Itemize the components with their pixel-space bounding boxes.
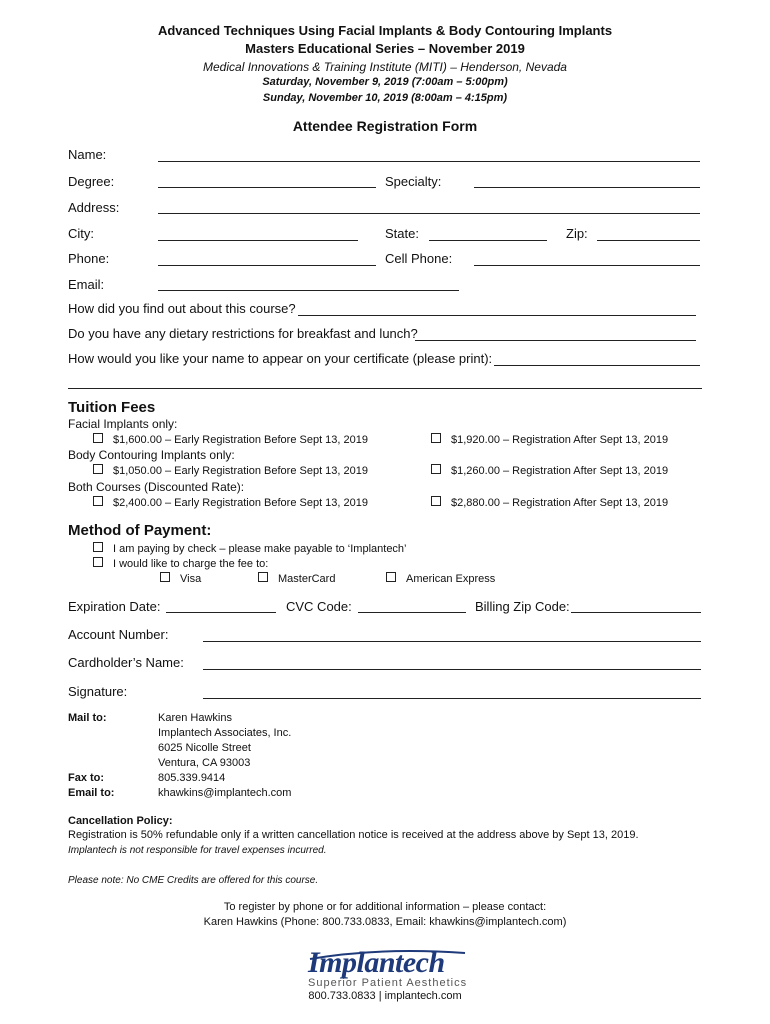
cardholder-label: Cardholder’s Name: xyxy=(68,655,184,670)
checkbox[interactable] xyxy=(93,557,103,567)
name-field[interactable] xyxy=(158,161,700,162)
address-label: Address: xyxy=(68,200,120,215)
checkbox[interactable] xyxy=(93,496,103,506)
tuition-group-label: Facial Implants only: xyxy=(68,417,178,431)
visa-option[interactable] xyxy=(160,572,201,585)
tuition-group-label: Body Contouring Implants only: xyxy=(68,448,235,462)
form-title: Attendee Registration Form xyxy=(292,118,478,134)
pay-by-check-option[interactable] xyxy=(93,542,407,555)
dietary-question: Do you have any dietary restrictions for breakfast and lunch? xyxy=(68,326,418,341)
phone-label: Phone: xyxy=(68,251,110,266)
phone-field[interactable] xyxy=(158,265,376,266)
date-saturday: Saturday, November 9, 2019 (7:00am – 5:00pm) xyxy=(262,76,508,88)
certificate-field[interactable] xyxy=(494,365,700,366)
course-title: Advanced Techniques Using Facial Implants & Body Contouring Implants xyxy=(157,23,613,38)
option-text: I am paying by check – please make payable to ‘Implantech’ xyxy=(113,543,407,555)
checkbox[interactable] xyxy=(93,542,103,552)
expiration-label: Expiration Date: xyxy=(68,599,161,614)
account-number-field[interactable] xyxy=(203,641,701,642)
billing-zip-field[interactable] xyxy=(571,612,701,613)
specialty-label: Specialty: xyxy=(385,174,442,189)
certificate-field-line-2[interactable] xyxy=(68,388,702,389)
tuition-option-body-early[interactable] xyxy=(93,464,368,477)
option-text: MasterCard xyxy=(278,573,336,585)
cardholder-field[interactable] xyxy=(203,669,701,670)
option-text: $1,260.00 – Registration After Sept 13, 2019 xyxy=(451,465,669,477)
checkbox[interactable] xyxy=(93,464,103,474)
specialty-field[interactable] xyxy=(474,187,700,188)
state-field[interactable] xyxy=(429,240,547,241)
expiration-field[interactable] xyxy=(166,612,276,613)
state-label: State: xyxy=(385,226,419,241)
pay-by-card-option[interactable] xyxy=(93,557,268,570)
tuition-option-both-late[interactable] xyxy=(431,496,668,509)
logo-tagline: Superior Patient Aesthetics xyxy=(308,977,468,989)
contact-line-1: To register by phone or for additional information – please contact: xyxy=(223,901,547,913)
checkbox[interactable] xyxy=(431,464,441,474)
checkbox[interactable] xyxy=(431,496,441,506)
zip-label: Zip: xyxy=(566,226,588,241)
option-text: $1,600.00 – Early Registration Before Sept 13, 2019 xyxy=(113,434,369,446)
tuition-option-both-early[interactable] xyxy=(93,496,368,509)
certificate-question: How would you like your name to appear on your certificate (please print): xyxy=(68,351,493,366)
signature-field[interactable] xyxy=(203,698,701,699)
cvc-field[interactable] xyxy=(358,612,466,613)
date-sunday: Sunday, November 10, 2019 (8:00am – 4:15pm) xyxy=(262,92,508,104)
option-text: $2,400.00 – Early Registration Before Sept 13, 2019 xyxy=(113,497,369,509)
checkbox[interactable] xyxy=(160,572,170,582)
city-field[interactable] xyxy=(158,240,358,241)
email-field[interactable] xyxy=(158,290,459,291)
tuition-group-label: Both Courses (Discounted Rate): xyxy=(68,480,245,494)
option-text: Visa xyxy=(180,573,202,585)
mail-name: Karen Hawkins xyxy=(158,712,232,724)
name-label: Name: xyxy=(68,147,107,162)
payment-title: Method of Payment: xyxy=(68,522,212,539)
mail-to-label: Mail to: xyxy=(68,712,107,724)
implantech-logo xyxy=(300,946,470,996)
mastercard-option[interactable] xyxy=(258,572,335,585)
mail-company: Implantech Associates, Inc. xyxy=(158,727,292,739)
option-text: American Express xyxy=(406,573,496,585)
checkbox[interactable] xyxy=(386,572,396,582)
cancellation-title: Cancellation Policy: xyxy=(68,815,173,827)
tuition-option-facial-early[interactable] xyxy=(93,433,368,446)
referral-question: How did you find out about this course? xyxy=(68,301,296,316)
venue-line: Medical Innovations & Training Institute (MITI) – Henderson, Nevada xyxy=(203,60,567,74)
footer-contact: 800.733.0833 | implantech.com xyxy=(308,990,462,1002)
option-text: $1,920.00 – Registration After Sept 13, 2019 xyxy=(451,434,669,446)
degree-label: Degree: xyxy=(68,174,115,189)
fax-number: 805.339.9414 xyxy=(158,772,226,784)
billing-zip-label: Billing Zip Code: xyxy=(475,599,570,614)
checkbox[interactable] xyxy=(93,433,103,443)
tuition-option-facial-late[interactable] xyxy=(431,433,668,446)
mail-street: 6025 Nicolle Street xyxy=(158,742,251,754)
fax-to-label: Fax to: xyxy=(68,772,105,784)
option-text: I would like to charge the fee to: xyxy=(113,558,269,570)
cancellation-text: Registration is 50% refundable only if a written cancellation notice is received at the address above by Sept 13, 2019. xyxy=(68,829,639,841)
city-label: City: xyxy=(68,226,94,241)
travel-note: Implantech is not responsible for travel expenses incurred. xyxy=(68,845,327,856)
cell-phone-label: Cell Phone: xyxy=(385,251,453,266)
checkbox[interactable] xyxy=(431,433,441,443)
zip-field[interactable] xyxy=(597,240,700,241)
logo-wordmark: Implantech xyxy=(308,946,445,979)
email-address: khawkins@implantech.com xyxy=(158,787,292,799)
mail-city: Ventura, CA 93003 xyxy=(158,757,251,769)
address-field[interactable] xyxy=(158,213,700,214)
amex-option[interactable] xyxy=(386,572,495,585)
account-number-label: Account Number: xyxy=(68,627,169,642)
dietary-field[interactable] xyxy=(415,340,696,341)
cell-phone-field[interactable] xyxy=(474,265,700,266)
degree-field[interactable] xyxy=(158,187,376,188)
email-label: Email: xyxy=(68,277,105,292)
option-text: $2,880.00 – Registration After Sept 13, 2019 xyxy=(451,497,669,509)
option-text: $1,050.00 – Early Registration Before Sept 13, 2019 xyxy=(113,465,369,477)
referral-field[interactable] xyxy=(298,315,696,316)
cme-note: Please note: No CME Credits are offered for this course. xyxy=(68,875,319,886)
tuition-title: Tuition Fees xyxy=(68,399,156,416)
cvc-label: CVC Code: xyxy=(286,599,352,614)
checkbox[interactable] xyxy=(258,572,268,582)
contact-line-2: Karen Hawkins (Phone: 800.733.0833, Email: khawkins@implantech.com) xyxy=(203,916,567,928)
series-title: Masters Educational Series – November 2019 xyxy=(245,41,525,56)
tuition-option-body-late[interactable] xyxy=(431,464,668,477)
signature-label: Signature: xyxy=(68,684,128,699)
email-to-label: Email to: xyxy=(68,787,115,799)
